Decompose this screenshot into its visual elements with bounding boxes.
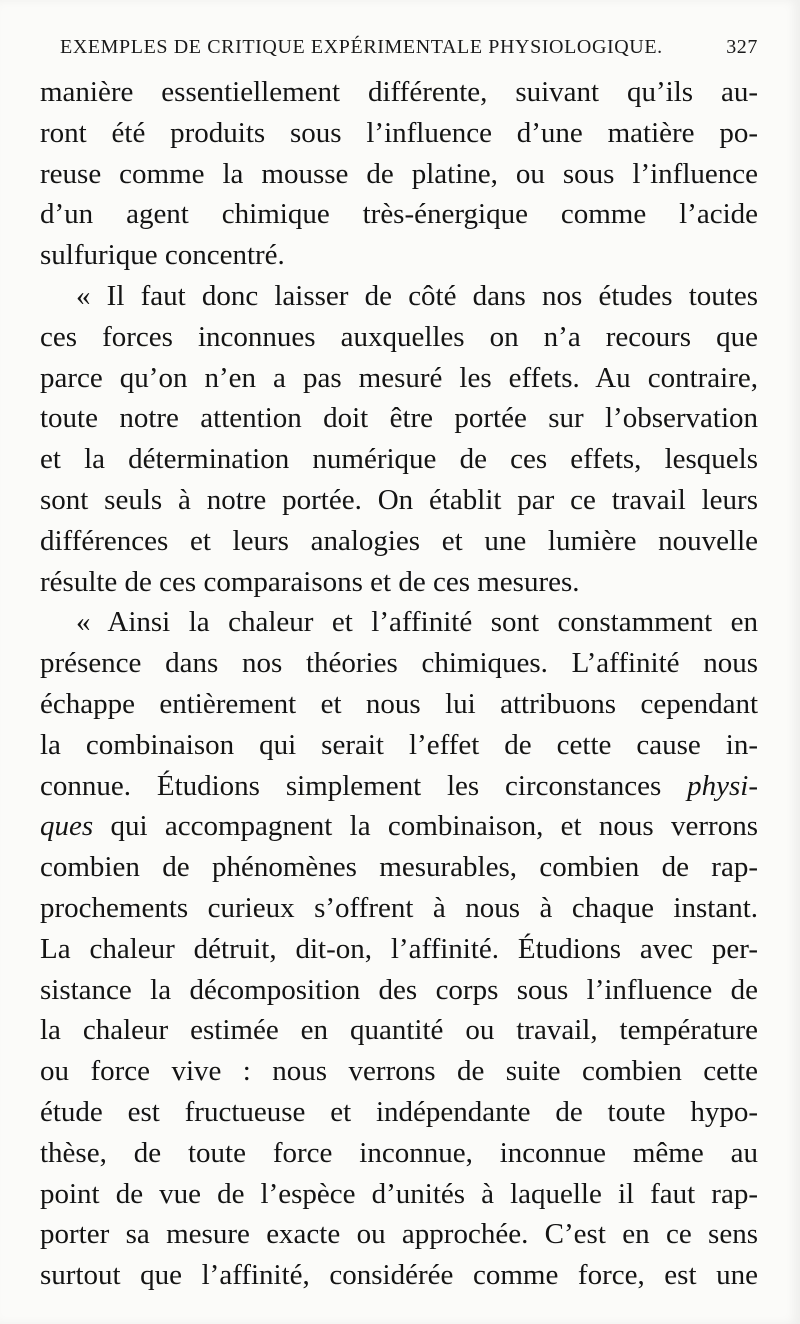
text-line: différences et leurs analogies et une lumière nouvelle [40, 524, 758, 557]
text-line: reuse comme la mousse de platine, ou sous l’influence [40, 157, 758, 190]
text-line: « Il faut donc laisser de côté dans nos études toutes [76, 279, 758, 312]
text-line: ces forces inconnues auxquelles on n’a recours que [40, 320, 758, 353]
text-line: thèse, de toute force inconnue, inconnue même au [40, 1136, 758, 1169]
text-line: ront été produits sous l’influence d’une matière po- [40, 116, 758, 149]
text-line: porter sa mesure exacte ou approchée. C’est en ce sens [40, 1218, 758, 1251]
italic-text-segment: physi- [687, 769, 758, 802]
text-line: et la détermination numérique de ces effets, lesquels [40, 443, 758, 476]
page-header [40, 36, 758, 66]
text-line: d’un agent chimique très-énergique comme l’acide [40, 198, 758, 231]
text-line [40, 766, 758, 807]
text-line: prochements curieux s’offrent à nous à chaque instant. [40, 891, 758, 924]
page-number: 327 [726, 36, 758, 58]
text-line: la chaleur estimée en quantité ou travail, température [40, 1014, 758, 1047]
text-line: La chaleur détruit, dit-on, l’affinité. Étudions avec per- [40, 932, 758, 965]
text-line: la combinaison qui serait l’effet de cette cause in- [40, 728, 758, 761]
text-line: point de vue de l’espèce d’unités à laquelle il faut rap- [40, 1177, 758, 1210]
text-line [40, 806, 758, 847]
text-line: combien de phénomènes mesurables, combien de rap- [40, 851, 758, 884]
text-line: sulfurique concentré. [40, 239, 285, 272]
text-line: échappe entièrement et nous lui attribuons cependant [40, 687, 758, 720]
text-line: sont seuls à notre portée. On établit par ce travail leurs [40, 483, 758, 516]
italic-text-segment: ques [40, 810, 94, 843]
text-segment: connue. Étudions simplement les circonstances [40, 769, 688, 802]
text-line: toute notre attention doit être portée sur l’observation [40, 402, 758, 435]
text-line: surtout que l’affinité, considérée comme force, est une [40, 1259, 758, 1292]
text-line: présence dans nos théories chimiques. L’affinité nous [40, 647, 758, 680]
text-line: sistance la décomposition des corps sous l’influence de [40, 973, 758, 1006]
text-line: « Ainsi la chaleur et l’affinité sont constamment en [76, 606, 758, 639]
text-line: étude est fructueuse et indépendante de toute hypo- [40, 1095, 758, 1128]
text-line: résulte de ces comparaisons et de ces mesures. [40, 565, 580, 598]
text-line: manière essentiellement différente, suivant qu’ils au- [40, 76, 758, 108]
body-text [40, 72, 758, 1296]
text-segment: qui accompagnent la combinaison, et nous verrons [93, 810, 758, 843]
text-line: ou force vive : nous verrons de suite combien cette [40, 1055, 758, 1088]
text-line: parce qu’on n’en a pas mesuré les effets. Au contraire, [40, 361, 758, 394]
running-title: EXEMPLES DE CRITIQUE EXPÉRIMENTALE PHYSIOLOGIQUE. [60, 36, 663, 58]
